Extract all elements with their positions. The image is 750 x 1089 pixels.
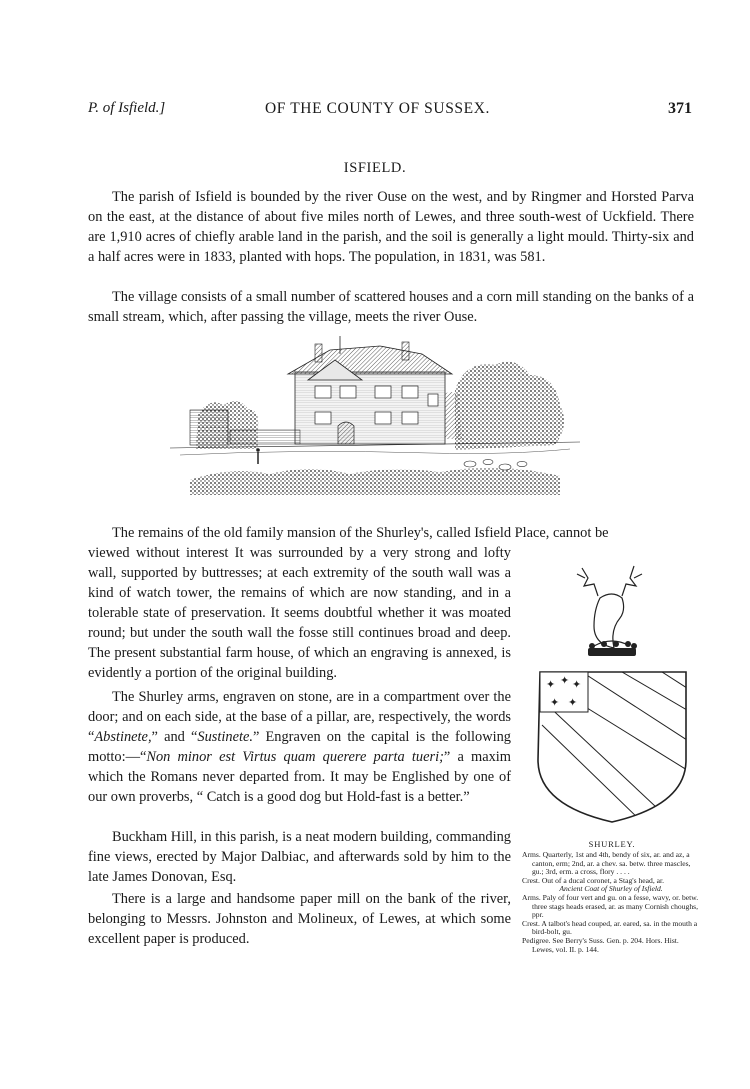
paragraph-mansion-first-line: The remains of the old family mansion of the Shurley's, called Isfield Place, cannot be — [112, 525, 609, 541]
isfield-place-engraving — [170, 330, 580, 495]
svg-text:✦: ✦ — [572, 678, 582, 691]
paragraph-mansion: viewed without interest It was surrounded by a very strong and lofty wall, supported by buttresses; at each extremity of the south wall was a kind of watch tower, the remains of which are now standing, and in a tolerable state of preservation. It seems doubtful whether it was moated round; but under the south wall the fosse still continues broad and deep. The present substantial farm house, of which an engraving is annexed, is evidently a portion of the original building. — [88, 545, 511, 681]
arms-text-d: ” a maxim which the Romans never departed from. It may be Englished by one of our own proverbs, “ Catch is a good dog but Hold-fast is a better.” — [88, 749, 511, 805]
section-title: ISFIELD. — [343, 160, 407, 176]
paragraph-village: The village consists of a small number of scattered houses and a corn mill standing on the banks of a small stream, which, after passing the village, meets the river Ouse. — [88, 289, 694, 325]
svg-text:✦: ✦ — [560, 674, 570, 687]
shurley-coat-of-arms — [522, 560, 702, 830]
legend-line: Arms. Quarterly, 1st and 4th, bendy of six, ar. and az, a canton, erm; 2nd, ar. a chev. sa. betw. three mascles, gu.; 3rd, erm. a cross, flory . . . . — [522, 850, 691, 877]
running-head-left: P. of Isfield.] — [88, 100, 166, 116]
arms-text-a: The Shurley arms, engraven on stone, are in a compartment over the door; and on each side, at the base of a pillar, are, respectively, the words “ — [88, 689, 511, 745]
legend-line: Crest. Out of a ducal coronet, a Stag's head, ar. — [522, 875, 665, 885]
paragraph-shurley-arms — [88, 687, 511, 807]
arms-legend — [522, 851, 700, 954]
arms-text-c: ” Engraven on the capital is the following motto:—“ — [88, 729, 512, 765]
legend-line: Crest. A talbot's head couped, ar. eared, sa. in the mouth a bird-bolt, gu. — [522, 918, 698, 937]
arms-text-b: ” and “ — [151, 729, 198, 745]
svg-text:✦: ✦ — [546, 678, 556, 691]
legend-line: Pedigree. See Berry's Suss. Gen. p. 204. Hors. Hist. Lewes, vol. II. p. 144. — [522, 935, 679, 954]
paragraph-buckham-hill: Buckham Hill, in this parish, is a neat modern building, commanding fine views, erected by Major Dalbiac, and afterwards sold by him to the late James Donovan, Esq. — [88, 829, 511, 885]
legend-line: Arms. Paly of four vert and gu. on a fesse, wavy, or. betw. three stags heads erased, ar. as many Cornish choughs, ppr. — [522, 892, 699, 920]
svg-text:✦: ✦ — [568, 696, 578, 709]
stag-crest-icon — [577, 566, 642, 648]
paragraph-paper-mill: There is a large and handsome paper mill on the bank of the river, belonging to Messrs. Johnston and Molineux, of Lewes, at which some excellent paper is produced. — [88, 891, 511, 947]
word-abstinete: Abstinete, — [94, 729, 152, 745]
word-sustinete: Sustinete. — [197, 729, 253, 745]
arms-title: SHURLEY. — [588, 839, 636, 849]
page-number: 371 — [668, 100, 692, 117]
running-head-title: OF THE COUNTY OF SUSSEX. — [265, 100, 490, 117]
paragraph-boundaries: The parish of Isfield is bounded by the river Ouse on the west, and by Ringmer and Horsted Parva on the east, at the distance of about five miles north of Lewes, and three south-west of Uckfield. There are 1,910 acres of chiefly arable land in the parish, and the soil is generally a light mould. Thirty-six and a half acres were in 1833, planted with hops. The population, in 1831, was 581. — [88, 189, 694, 265]
legend-line: Ancient Coat of Shurley of Isfield. — [559, 884, 663, 894]
svg-text:✦: ✦ — [550, 696, 560, 709]
latin-motto: Non minor est Virtus quam querere parta tueri; — [146, 749, 444, 765]
